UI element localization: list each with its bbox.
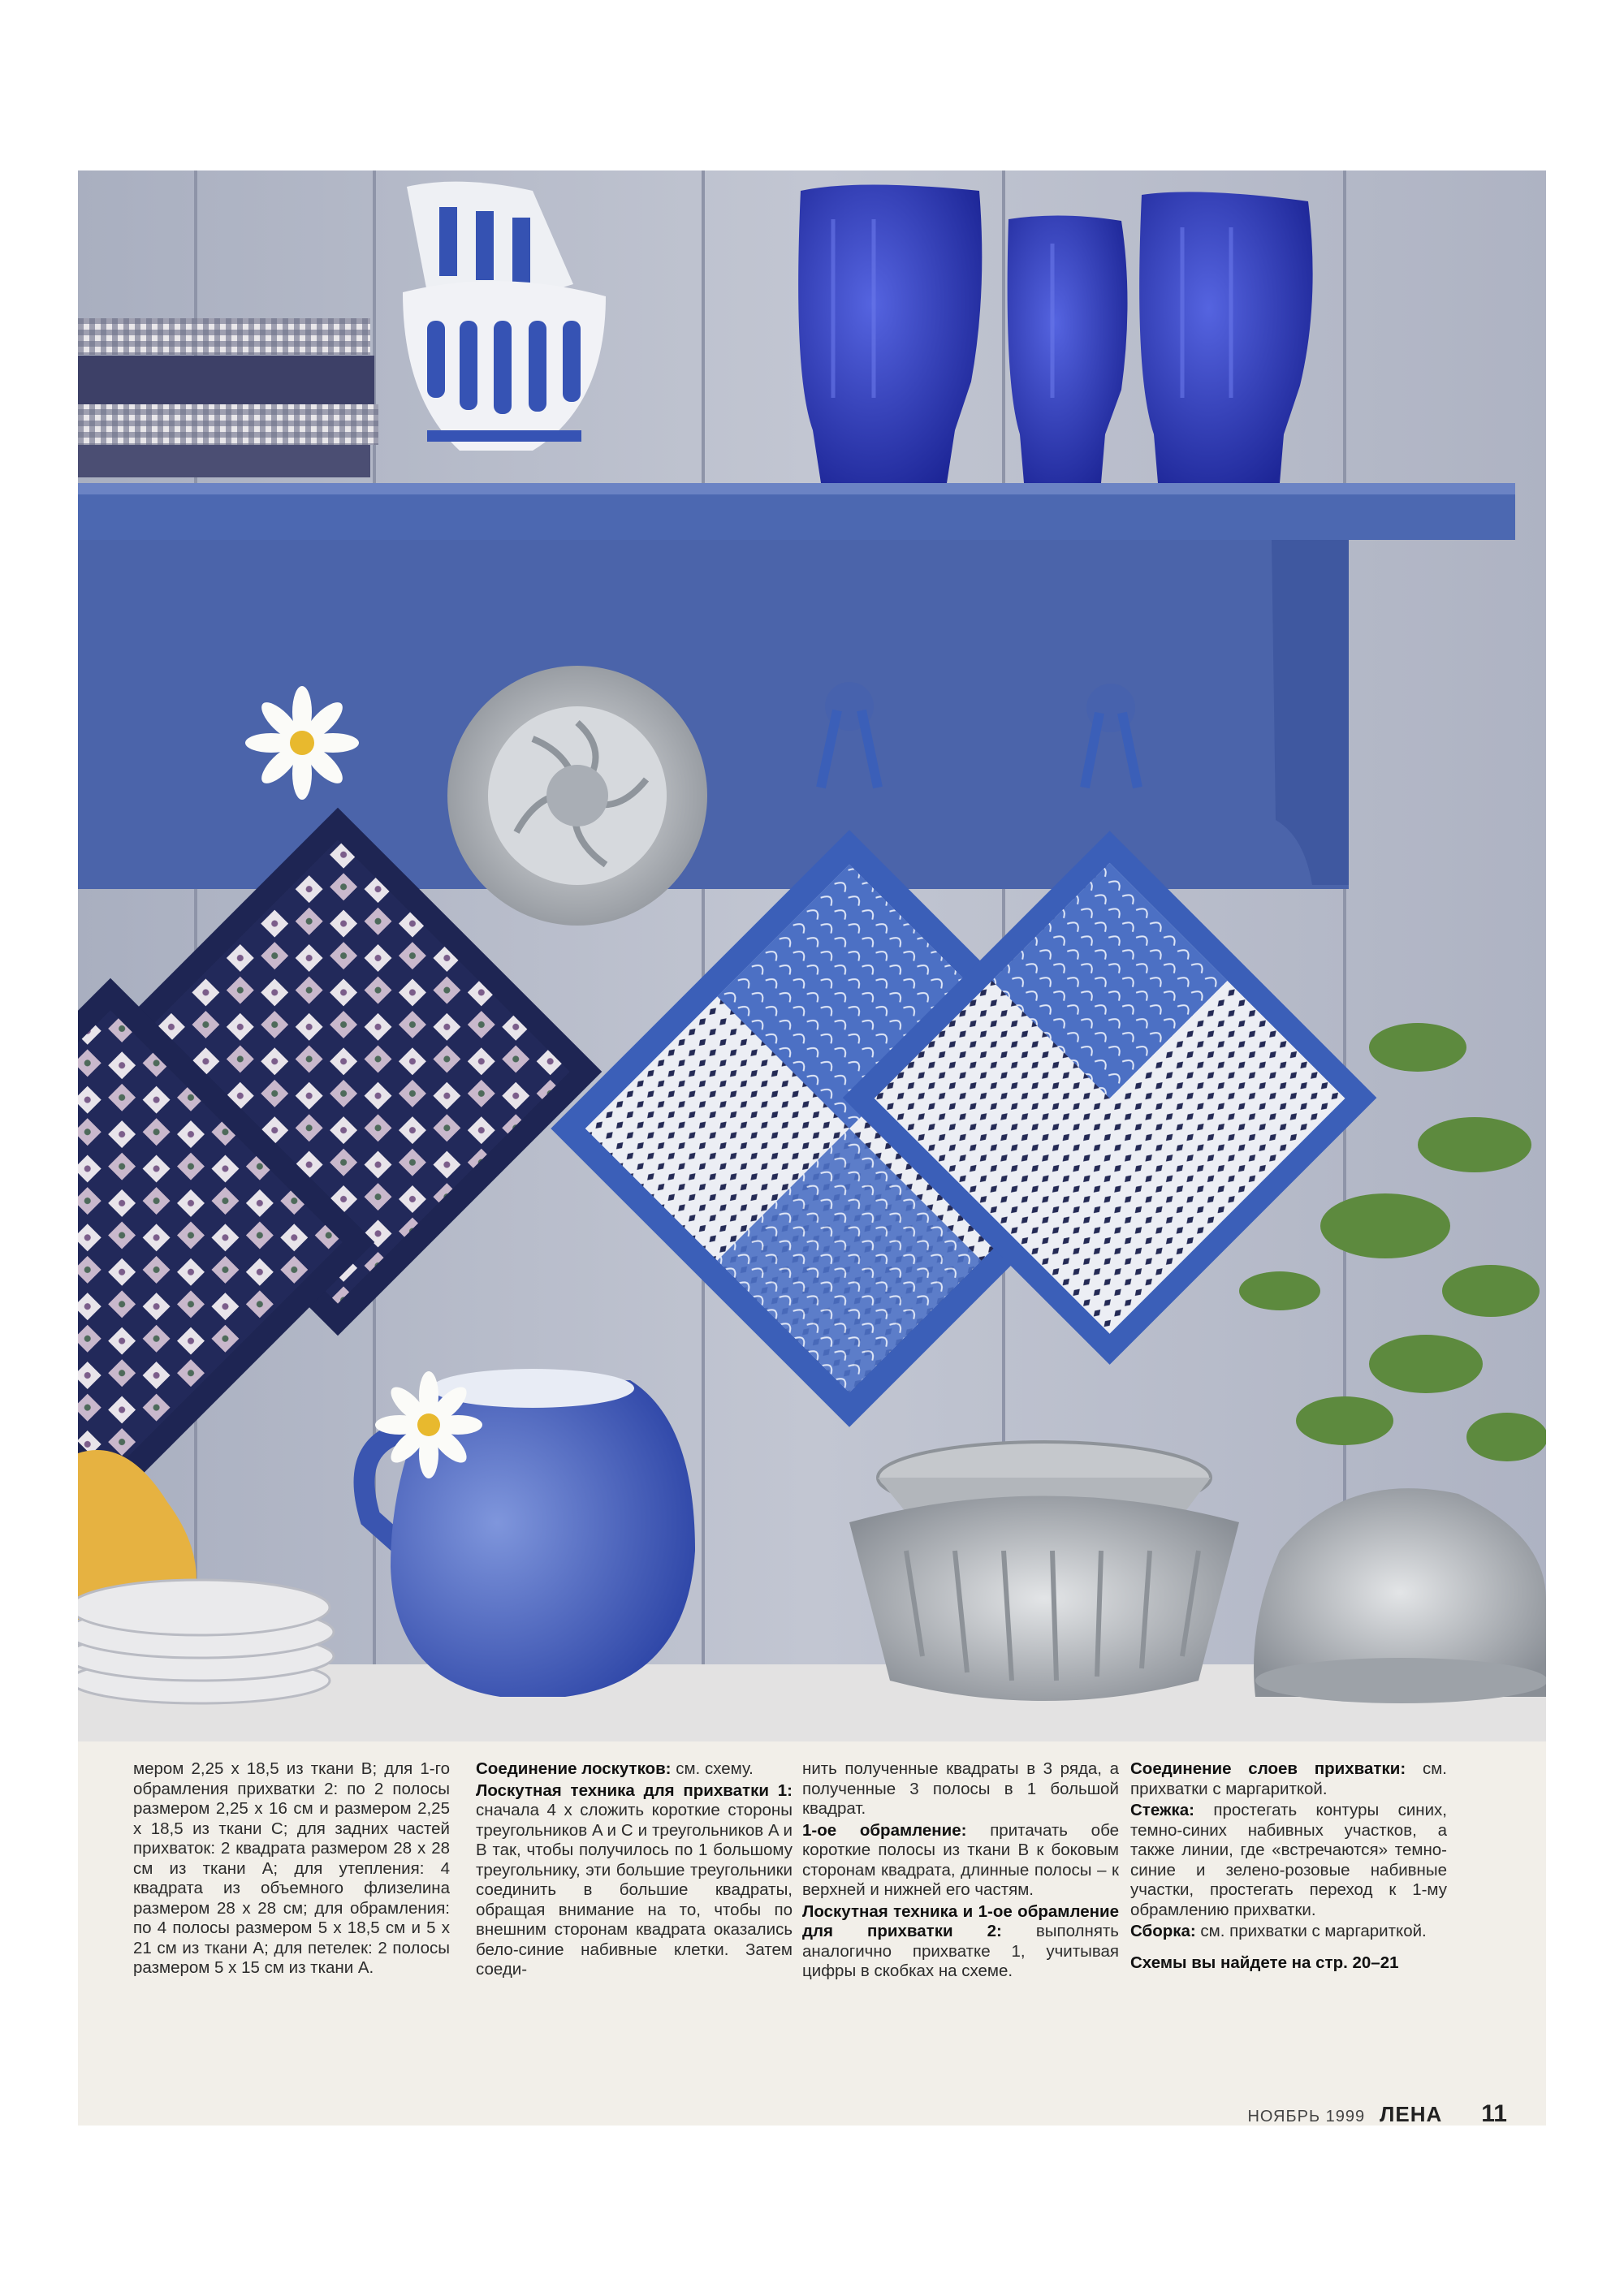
- heading-patch-joining: Соединение лоскутков:: [476, 1759, 672, 1778]
- heading-patchwork-1: Лоскутная техника для прихватки 1:: [476, 1780, 793, 1800]
- materials-continued: мером 2,25 x 18,5 из ткани B; для 1-го обрамления прихватки 2: по 2 полосы размером 2,25 x 16 см и размером 2,25 x 18,5 из ткани C; для задних частей прихваток: 2 квадрата размером 28 x 28 см из ткани A; для утепления: 4 квадрата из объемного флизелина размером 28 x 28 см; для обрамления: по 4 полосы размером 5 x 18,5 см и 5 x 21 см из ткани A; для петелек: 2 полосы размером 5 x 15 см из ткани A.: [133, 1759, 450, 1977]
- heading-layers: Соединение слоев прихватки:: [1130, 1759, 1406, 1778]
- text-column-1: [133, 1759, 450, 1980]
- issue-date: НОЯБРЬ 1999: [1247, 2108, 1366, 2126]
- paragraph-patchwork-2: Лоскутная техника и 1-ое обрамление для прихватки 2: выполнять аналогично прихватке 1, учитывая цифры в скобках на схеме.: [802, 1901, 1119, 1980]
- paragraph-quilting: Стежка: простегать контуры синих, темно-синих набивных участков, а также линии, где «встречаются» темно-синие и зелено-розовые набивные участки, простегать переход к 1-му обрамлению прихватки.: [1130, 1801, 1447, 1919]
- paragraph-layers: Соединение слоев прихватки: см. прихватки с маргариткой.: [1130, 1759, 1447, 1798]
- kitchen-photo: [78, 170, 1546, 1741]
- paragraph-first-border: 1-ое обрамление: притачать обе короткие полосы из ткани B к боковым сторонам квадрата, длинные полосы – к верхней и нижней его частям.: [802, 1820, 1119, 1899]
- paragraph-continued: нить полученные квадраты в 3 ряда, а полученные 3 полосы в 1 большой квадрат.: [802, 1759, 1119, 1818]
- paragraph-patchwork-1: Лоскутная техника для прихватки 1: сначала 4 x сложить короткие стороны треугольников A и C и треугольников A и B так, чтобы получилось по 1 большому треугольнику, эти большие треугольники соединить в большие квадраты, обращая внимание на то, чтобы по внешним сторонам квадрата оказались бело-синие набивные клетки. Затем соеди-: [476, 1780, 793, 1979]
- heading-quilting: Стежка:: [1130, 1801, 1194, 1819]
- article-text: [78, 1741, 1546, 2126]
- heading-assembly: Сборка:: [1130, 1922, 1196, 1940]
- paragraph-patch-joining: Соединение лоскутков: см. схему.: [476, 1759, 754, 1778]
- page-number: 11: [1481, 2100, 1507, 2127]
- text-column-3: [802, 1759, 1119, 1983]
- magazine-page: [78, 170, 1546, 2126]
- schemes-reference: Схемы вы найдете на стр. 20–21: [1130, 1953, 1399, 1972]
- text-column-4: [1130, 1759, 1447, 1974]
- page-footer: [1247, 2100, 1507, 2128]
- magazine-name: ЛЕНА: [1380, 2102, 1443, 2126]
- heading-first-border: 1-ое обрамление:: [802, 1820, 967, 1840]
- paragraph-assembly: Сборка: см. прихватки с маргариткой.: [1130, 1922, 1427, 1940]
- text-column-2: [476, 1759, 793, 1982]
- heading-patchwork-2: Лоскутная техника и 1-ое обрамление для прихватки 2:: [802, 1901, 1119, 1940]
